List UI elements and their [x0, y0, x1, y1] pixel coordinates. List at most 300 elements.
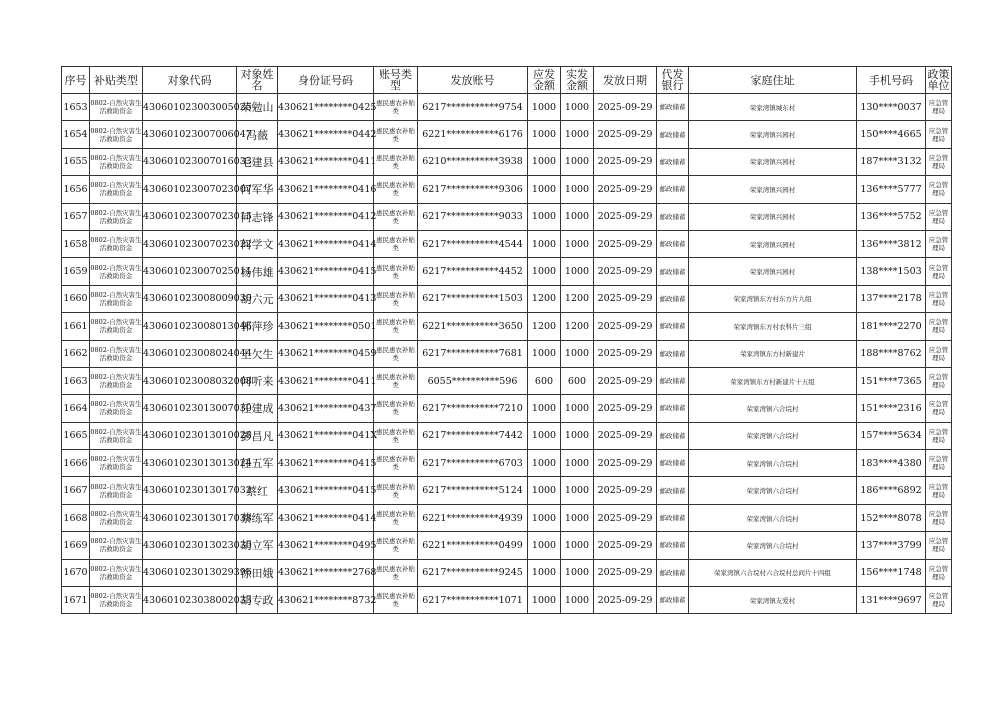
cell-address: 荣家湾镇兴园村	[689, 230, 857, 257]
cell-amount-paid: 1000	[561, 504, 594, 531]
cell-id-number: 430621********2768	[278, 559, 374, 586]
table-row	[62, 422, 952, 449]
cell-name: 何志锋	[237, 203, 278, 230]
cell-seq: 1659	[62, 258, 90, 285]
cell-bank: 邮政储蓄	[657, 148, 689, 175]
cell-account-type: 惠民惠农补贴类	[374, 340, 418, 367]
cell-object-code: 430601023007025011	[143, 258, 237, 285]
cell-seq: 1654	[62, 121, 90, 148]
cell-subsidy-type: 0802-自然灾害生活救助资金	[90, 587, 143, 614]
cell-name: 蔡红	[237, 477, 278, 504]
table-row	[62, 258, 952, 285]
cell-subsidy-type: 0802-自然灾害生活救助资金	[90, 258, 143, 285]
table-header-row	[62, 67, 952, 94]
cell-account-number: 6221***********3650	[418, 313, 528, 340]
cell-address: 荣家湾镇六合垸村	[689, 395, 857, 422]
cell-name: 杨伟雄	[237, 258, 278, 285]
header-phone: 手机号码	[857, 67, 926, 94]
cell-subsidy-type: 0802-自然灾害生活救助资金	[90, 477, 143, 504]
cell-pay-date: 2025-09-29	[594, 422, 657, 449]
cell-bank: 邮政储蓄	[657, 532, 689, 559]
cell-seq: 1666	[62, 450, 90, 477]
cell-address: 荣家湾镇兴园村	[689, 121, 857, 148]
cell-account-number: 6217***********7442	[418, 422, 528, 449]
table-row	[62, 504, 952, 531]
cell-address: 荣家湾镇东方村农科片三组	[689, 313, 857, 340]
cell-amount-paid: 1000	[561, 477, 594, 504]
cell-policy-unit: 应急管理局	[926, 477, 952, 504]
cell-policy-unit: 应急管理局	[926, 340, 952, 367]
cell-phone: 151****2316	[857, 395, 926, 422]
cell-account-type: 惠民惠农补贴类	[374, 559, 418, 586]
cell-name: 何军华	[237, 176, 278, 203]
cell-account-number: 6217***********6703	[418, 450, 528, 477]
cell-phone: 151****7365	[857, 367, 926, 394]
cell-phone: 130****0037	[857, 94, 926, 121]
cell-subsidy-type: 0802-自然灾害生活救助资金	[90, 313, 143, 340]
table-row	[62, 313, 952, 340]
cell-subsidy-type: 0802-自然灾害生活救助资金	[90, 559, 143, 586]
table-row	[62, 532, 952, 559]
cell-policy-unit: 应急管理局	[926, 148, 952, 175]
cell-phone: 136****5777	[857, 176, 926, 203]
table-row	[62, 587, 952, 614]
cell-phone: 181****2270	[857, 313, 926, 340]
cell-subsidy-type: 0802-自然灾害生活救助资金	[90, 148, 143, 175]
cell-pay-date: 2025-09-29	[594, 148, 657, 175]
cell-phone: 156****1748	[857, 559, 926, 586]
header-address: 家庭住址	[689, 67, 857, 94]
cell-object-code: 430601023008013046	[143, 313, 237, 340]
cell-account-number: 6221***********4939	[418, 504, 528, 531]
table-row	[62, 477, 952, 504]
cell-amount-paid: 1000	[561, 148, 594, 175]
cell-pay-date: 2025-09-29	[594, 313, 657, 340]
cell-address: 荣家湾镇兴园村	[689, 258, 857, 285]
cell-account-type: 惠民惠农补贴类	[374, 422, 418, 449]
cell-policy-unit: 应急管理局	[926, 504, 952, 531]
cell-amount-due: 1000	[528, 532, 561, 559]
cell-account-number: 6221***********0499	[418, 532, 528, 559]
cell-policy-unit: 应急管理局	[926, 532, 952, 559]
cell-pay-date: 2025-09-29	[594, 285, 657, 312]
cell-seq: 1665	[62, 422, 90, 449]
cell-amount-due: 1000	[528, 94, 561, 121]
header-account-number: 发放账号	[418, 67, 528, 94]
subsidy-table	[61, 66, 952, 614]
cell-amount-due: 1000	[528, 559, 561, 586]
cell-subsidy-type: 0802-自然灾害生活救助资金	[90, 203, 143, 230]
cell-subsidy-type: 0802-自然灾害生活救助资金	[90, 504, 143, 531]
cell-object-code: 430601023013017038	[143, 504, 237, 531]
cell-object-code: 430601023007016033	[143, 148, 237, 175]
cell-object-code: 430601023013017032	[143, 477, 237, 504]
cell-id-number: 430621********0415	[278, 450, 374, 477]
cell-id-number: 430621********8732	[278, 587, 374, 614]
cell-bank: 邮政储蓄	[657, 121, 689, 148]
cell-name: 胡六元	[237, 285, 278, 312]
cell-policy-unit: 应急管理局	[926, 587, 952, 614]
cell-amount-paid: 1000	[561, 258, 594, 285]
cell-subsidy-type: 0802-自然灾害生活救助资金	[90, 450, 143, 477]
cell-object-code: 430601023008032008	[143, 367, 237, 394]
cell-policy-unit: 应急管理局	[926, 285, 952, 312]
cell-policy-unit: 应急管理局	[926, 176, 952, 203]
table-row	[62, 94, 952, 121]
cell-amount-due: 1000	[528, 504, 561, 531]
table-row	[62, 121, 952, 148]
cell-object-code: 430601023013013024	[143, 450, 237, 477]
cell-account-type: 惠民惠农补贴类	[374, 94, 418, 121]
cell-amount-due: 1000	[528, 148, 561, 175]
cell-address: 荣家湾镇东方村新建片	[689, 340, 857, 367]
cell-policy-unit: 应急管理局	[926, 203, 952, 230]
cell-account-type: 惠民惠农补贴类	[374, 121, 418, 148]
cell-amount-paid: 1000	[561, 94, 594, 121]
cell-bank: 邮政储蓄	[657, 313, 689, 340]
header-amount-paid: 实发金额	[561, 67, 594, 94]
cell-amount-due: 1000	[528, 230, 561, 257]
cell-amount-paid: 1000	[561, 532, 594, 559]
cell-policy-unit: 应急管理局	[926, 313, 952, 340]
cell-bank: 邮政储蓄	[657, 285, 689, 312]
cell-amount-due: 1200	[528, 285, 561, 312]
cell-subsidy-type: 0802-自然灾害生活救助资金	[90, 340, 143, 367]
cell-id-number: 430621********0459	[278, 340, 374, 367]
cell-object-code: 430601023008024044	[143, 340, 237, 367]
cell-phone: 136****3812	[857, 230, 926, 257]
cell-account-type: 惠民惠农补贴类	[374, 176, 418, 203]
cell-amount-due: 600	[528, 367, 561, 394]
header-policy-unit: 政策单位	[927, 68, 950, 92]
cell-address: 荣家湾镇六合垸村	[689, 504, 857, 531]
cell-amount-due: 1000	[528, 395, 561, 422]
cell-amount-paid: 1000	[561, 230, 594, 257]
cell-name: 胡专政	[237, 587, 278, 614]
cell-policy-unit: 应急管理局	[926, 559, 952, 586]
cell-bank: 邮政储蓄	[657, 203, 689, 230]
cell-phone: 186****6892	[857, 477, 926, 504]
cell-object-code: 430601023013023030	[143, 532, 237, 559]
cell-amount-due: 1200	[528, 313, 561, 340]
cell-address: 荣家湾镇六合垸村	[689, 477, 857, 504]
cell-object-code: 430601023013029396	[143, 559, 237, 586]
cell-amount-paid: 1000	[561, 450, 594, 477]
cell-policy-unit: 应急管理局	[926, 422, 952, 449]
cell-phone: 183****4380	[857, 450, 926, 477]
cell-id-number: 430621********0415	[278, 258, 374, 285]
cell-amount-paid: 1000	[561, 203, 594, 230]
cell-account-type: 惠民惠农补贴类	[374, 587, 418, 614]
cell-object-code: 430601023008009030	[143, 285, 237, 312]
cell-amount-due: 1000	[528, 422, 561, 449]
header-subsidy-type: 补贴类型	[90, 67, 143, 94]
cell-id-number: 430621********0411	[278, 367, 374, 394]
cell-address: 荣家湾镇六合垸村六合垸村总间片十四组	[689, 559, 857, 586]
cell-seq: 1669	[62, 532, 90, 559]
cell-pay-date: 2025-09-29	[594, 94, 657, 121]
cell-policy-unit: 应急管理局	[926, 395, 952, 422]
cell-policy-unit: 应急管理局	[926, 121, 952, 148]
table-body	[62, 94, 952, 614]
cell-policy-unit: 应急管理局	[926, 94, 952, 121]
cell-phone: 137****2178	[857, 285, 926, 312]
cell-name: 郭萍珍	[237, 313, 278, 340]
cell-object-code: 430601023007023007	[143, 176, 237, 203]
table-row	[62, 450, 952, 477]
cell-pay-date: 2025-09-29	[594, 532, 657, 559]
cell-account-number: 6217***********1071	[418, 587, 528, 614]
cell-seq: 1653	[62, 94, 90, 121]
cell-name: 王欠生	[237, 340, 278, 367]
cell-amount-paid: 1000	[561, 559, 594, 586]
cell-policy-unit: 应急管理局	[926, 367, 952, 394]
cell-amount-paid: 1000	[561, 340, 594, 367]
cell-phone: 136****5752	[857, 203, 926, 230]
table-row	[62, 176, 952, 203]
cell-id-number: 430621********0495	[278, 532, 374, 559]
header-bank: 代发银行	[657, 67, 689, 94]
cell-bank: 邮政储蓄	[657, 367, 689, 394]
cell-account-number: 6217***********7210	[418, 395, 528, 422]
table-row	[62, 148, 952, 175]
cell-pay-date: 2025-09-29	[594, 258, 657, 285]
cell-address: 荣家湾镇东方村新建片十五组	[689, 367, 857, 394]
cell-id-number: 430621********0411	[278, 148, 374, 175]
cell-account-type: 惠民惠农补贴类	[374, 450, 418, 477]
cell-id-number: 430621********0414	[278, 230, 374, 257]
cell-account-type: 惠民惠农补贴类	[374, 532, 418, 559]
cell-account-type: 惠民惠农补贴类	[374, 313, 418, 340]
table-row	[62, 559, 952, 586]
cell-bank: 邮政储蓄	[657, 559, 689, 586]
header-pay-date: 发放日期	[594, 67, 657, 94]
header-amount-due: 应发金额	[528, 67, 561, 94]
cell-name: 何听来	[237, 367, 278, 394]
cell-phone: 157****5634	[857, 422, 926, 449]
cell-id-number: 430621********0412	[278, 203, 374, 230]
cell-amount-paid: 600	[561, 367, 594, 394]
cell-account-type: 惠民惠农补贴类	[374, 395, 418, 422]
cell-name: 何学文	[237, 230, 278, 257]
cell-amount-due: 1000	[528, 340, 561, 367]
cell-subsidy-type: 0802-自然灾害生活救助资金	[90, 532, 143, 559]
cell-address: 荣家湾镇六合垸村	[689, 532, 857, 559]
cell-account-type: 惠民惠农补贴类	[374, 477, 418, 504]
cell-account-type: 惠民惠农补贴类	[374, 203, 418, 230]
cell-amount-due: 1000	[528, 450, 561, 477]
cell-amount-paid: 1000	[561, 121, 594, 148]
cell-account-number: 6217***********9245	[418, 559, 528, 586]
cell-seq: 1663	[62, 367, 90, 394]
cell-account-type: 惠民惠农补贴类	[374, 148, 418, 175]
cell-address: 荣家湾镇兴园村	[689, 203, 857, 230]
cell-address: 荣家湾镇兴园村	[689, 148, 857, 175]
cell-id-number: 430621********0425	[278, 94, 374, 121]
cell-phone: 137****3799	[857, 532, 926, 559]
cell-seq: 1664	[62, 395, 90, 422]
cell-address: 荣家湾镇东方村东方片九组	[689, 285, 857, 312]
cell-id-number: 430621********0442	[278, 121, 374, 148]
cell-pay-date: 2025-09-29	[594, 587, 657, 614]
cell-amount-paid: 1000	[561, 176, 594, 203]
cell-account-number: 6217***********5124	[418, 477, 528, 504]
cell-id-number: 430621********0501	[278, 313, 374, 340]
cell-subsidy-type: 0802-自然灾害生活救助资金	[90, 176, 143, 203]
cell-id-number: 430621********0413	[278, 285, 374, 312]
cell-object-code: 430601023007006047	[143, 121, 237, 148]
cell-account-number: 6055**********596	[418, 367, 528, 394]
cell-seq: 1668	[62, 504, 90, 531]
cell-seq: 1657	[62, 203, 90, 230]
cell-account-number: 6217***********1503	[418, 285, 528, 312]
cell-pay-date: 2025-09-29	[594, 395, 657, 422]
cell-bank: 邮政储蓄	[657, 258, 689, 285]
cell-seq: 1670	[62, 559, 90, 586]
cell-object-code: 430601023038002033	[143, 587, 237, 614]
cell-pay-date: 2025-09-29	[594, 176, 657, 203]
cell-phone: 152****8078	[857, 504, 926, 531]
cell-phone: 131****9697	[857, 587, 926, 614]
cell-phone: 188****8762	[857, 340, 926, 367]
table-row	[62, 395, 952, 422]
cell-pay-date: 2025-09-29	[594, 340, 657, 367]
header-id-number: 身份证号码	[278, 67, 374, 94]
cell-bank: 邮政储蓄	[657, 395, 689, 422]
cell-phone: 138****1503	[857, 258, 926, 285]
cell-amount-due: 1000	[528, 176, 561, 203]
cell-name: 荣勉山	[237, 94, 278, 121]
cell-address: 荣家湾镇兴园村	[689, 176, 857, 203]
cell-seq: 1671	[62, 587, 90, 614]
cell-account-number: 6221***********6176	[418, 121, 528, 148]
cell-account-number: 6217***********9306	[418, 176, 528, 203]
cell-account-type: 惠民惠农补贴类	[374, 285, 418, 312]
cell-address: 荣家湾镇六合垸村	[689, 422, 857, 449]
cell-amount-paid: 1000	[561, 587, 594, 614]
cell-id-number: 430621********0414	[278, 504, 374, 531]
cell-account-number: 6217***********4544	[418, 230, 528, 257]
cell-bank: 邮政储蓄	[657, 450, 689, 477]
cell-seq: 1656	[62, 176, 90, 203]
cell-pay-date: 2025-09-29	[594, 230, 657, 257]
table-row	[62, 340, 952, 367]
cell-phone: 187****3132	[857, 148, 926, 175]
cell-bank: 邮政储蓄	[657, 230, 689, 257]
cell-address: 荣家湾镇城东村	[689, 94, 857, 121]
cell-bank: 邮政储蓄	[657, 504, 689, 531]
cell-amount-paid: 1200	[561, 285, 594, 312]
cell-phone: 150****4665	[857, 121, 926, 148]
cell-seq: 1660	[62, 285, 90, 312]
cell-pay-date: 2025-09-29	[594, 121, 657, 148]
cell-amount-due: 1000	[528, 121, 561, 148]
cell-pay-date: 2025-09-29	[594, 477, 657, 504]
cell-seq: 1662	[62, 340, 90, 367]
cell-bank: 邮政储蓄	[657, 94, 689, 121]
cell-pay-date: 2025-09-29	[594, 504, 657, 531]
cell-account-number: 6210***********3938	[418, 148, 528, 175]
cell-amount-due: 1000	[528, 203, 561, 230]
cell-id-number: 430621********041X	[278, 422, 374, 449]
cell-object-code: 430601023013007030	[143, 395, 237, 422]
cell-pay-date: 2025-09-29	[594, 203, 657, 230]
cell-id-number: 430621********0437	[278, 395, 374, 422]
cell-amount-paid: 1000	[561, 395, 594, 422]
cell-amount-paid: 1000	[561, 422, 594, 449]
cell-bank: 邮政储蓄	[657, 422, 689, 449]
cell-account-type: 惠民惠农补贴类	[374, 230, 418, 257]
cell-account-number: 6217***********4452	[418, 258, 528, 285]
cell-name: 任五军	[237, 450, 278, 477]
cell-object-code: 430601023007023022	[143, 230, 237, 257]
cell-account-type: 惠民惠农补贴类	[374, 367, 418, 394]
cell-account-number: 6217***********9754	[418, 94, 528, 121]
table-row	[62, 285, 952, 312]
cell-name: 胡立军	[237, 532, 278, 559]
cell-pay-date: 2025-09-29	[594, 450, 657, 477]
cell-amount-due: 1000	[528, 258, 561, 285]
cell-seq: 1661	[62, 313, 90, 340]
header-object-code: 对象代码	[143, 67, 237, 94]
cell-subsidy-type: 0802-自然灾害生活救助资金	[90, 422, 143, 449]
cell-name: 徐田娥	[237, 559, 278, 586]
cell-policy-unit: 应急管理局	[926, 230, 952, 257]
cell-seq: 1655	[62, 148, 90, 175]
cell-bank: 邮政储蓄	[657, 477, 689, 504]
cell-bank: 邮政储蓄	[657, 587, 689, 614]
cell-policy-unit: 应急管理局	[926, 450, 952, 477]
cell-address: 荣家湾镇六合垸村	[689, 450, 857, 477]
cell-address: 荣家湾镇友爱村	[689, 587, 857, 614]
cell-name: 冯薇	[237, 121, 278, 148]
cell-amount-due: 1000	[528, 477, 561, 504]
cell-subsidy-type: 0802-自然灾害生活救助资金	[90, 94, 143, 121]
cell-bank: 邮政储蓄	[657, 176, 689, 203]
cell-subsidy-type: 0802-自然灾害生活救助资金	[90, 395, 143, 422]
cell-subsidy-type: 0802-自然灾害生活救助资金	[90, 367, 143, 394]
cell-object-code: 430601023007023015	[143, 203, 237, 230]
header-account-type: 账号类型	[374, 67, 418, 94]
cell-account-type: 惠民惠农补贴类	[374, 258, 418, 285]
cell-id-number: 430621********0415	[278, 477, 374, 504]
table-row	[62, 367, 952, 394]
header-seq: 序号	[62, 67, 90, 94]
cell-object-code: 430601023003005025	[143, 94, 237, 121]
cell-subsidy-type: 0802-自然灾害生活救助资金	[90, 121, 143, 148]
header-name: 对象姓名	[237, 67, 278, 94]
cell-subsidy-type: 0802-自然灾害生活救助资金	[90, 230, 143, 257]
cell-account-number: 6217***********9033	[418, 203, 528, 230]
cell-name: 任建成	[237, 395, 278, 422]
cell-object-code: 430601023013010028	[143, 422, 237, 449]
cell-pay-date: 2025-09-29	[594, 367, 657, 394]
cell-seq: 1658	[62, 230, 90, 257]
table-row	[62, 230, 952, 257]
cell-seq: 1667	[62, 477, 90, 504]
cell-bank: 邮政储蓄	[657, 340, 689, 367]
cell-policy-unit: 应急管理局	[926, 258, 952, 285]
cell-subsidy-type: 0802-自然灾害生活救助资金	[90, 285, 143, 312]
cell-account-number: 6217***********7681	[418, 340, 528, 367]
table-row	[62, 203, 952, 230]
cell-name: 彭昌凡	[237, 422, 278, 449]
cell-amount-due: 1000	[528, 587, 561, 614]
cell-name: 毛建县	[237, 148, 278, 175]
cell-account-type: 惠民惠农补贴类	[374, 504, 418, 531]
cell-amount-paid: 1200	[561, 313, 594, 340]
cell-id-number: 430621********0416	[278, 176, 374, 203]
